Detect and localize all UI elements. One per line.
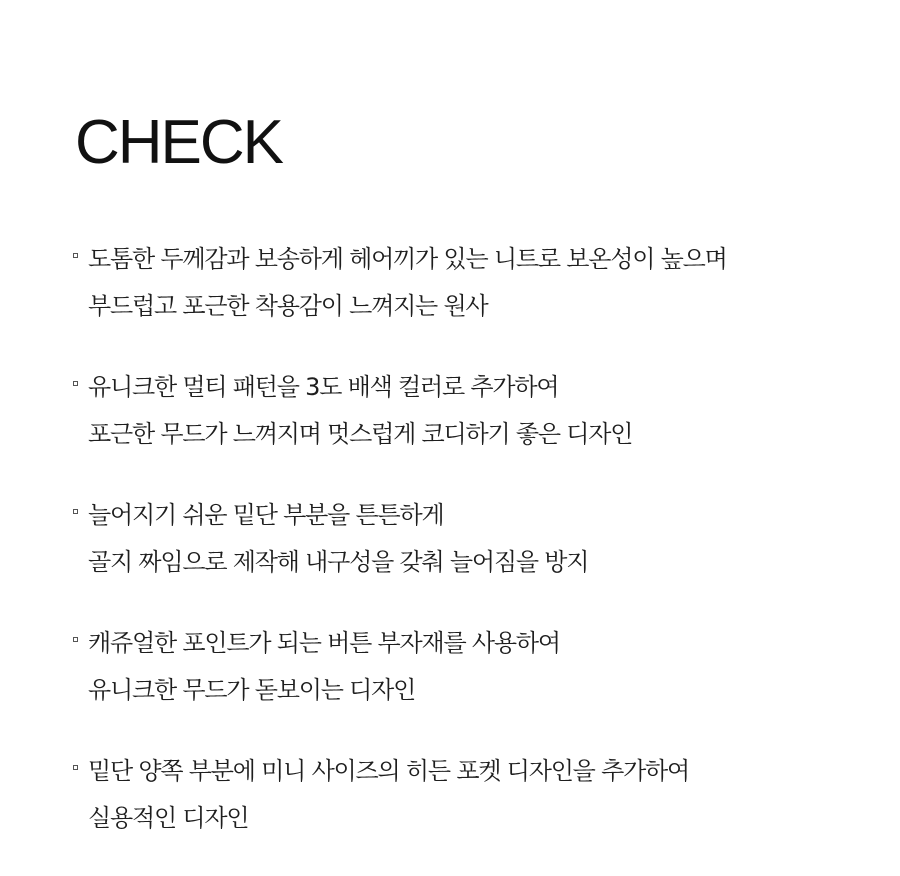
item-text-line-2: 부드럽고 포근한 착용감이 느껴지는 원사: [88, 292, 488, 320]
square-bullet-icon: [73, 765, 78, 770]
check-list: [72, 236, 872, 876]
item-text-line-1: 밑단 양쪽 부분에 미니 사이즈의 히든 포켓 디자인을 추가하여: [88, 757, 690, 785]
list-item: [72, 620, 872, 714]
square-bullet-icon: [73, 509, 78, 514]
item-text-line-2: 실용적인 디자인: [88, 804, 249, 832]
square-bullet-icon: [73, 381, 78, 386]
list-item: [72, 748, 872, 842]
item-text-line-1: 유니크한 멀티 패턴을 3도 배색 컬러로 추가하여: [88, 373, 559, 401]
item-text-line-2: 포근한 무드가 느껴지며 멋스럽게 코디하기 좋은 디자인: [88, 420, 633, 448]
item-text-line-1: 캐쥬얼한 포인트가 되는 버튼 부자재를 사용하여: [88, 629, 560, 657]
square-bullet-icon: [73, 253, 78, 258]
list-item: [72, 492, 872, 586]
item-text-line-1: 늘어지기 쉬운 밑단 부분을 튼튼하게: [88, 501, 444, 529]
item-text-line-1: 도톰한 두께감과 보송하게 헤어끼가 있는 니트로 보온성이 높으며: [88, 245, 727, 273]
item-text-line-2: 골지 짜임으로 제작해 내구성을 갖춰 늘어짐을 방지: [88, 548, 589, 576]
square-bullet-icon: [73, 637, 78, 642]
list-item: [72, 236, 872, 330]
list-item: [72, 364, 872, 458]
page-title: CHECK: [75, 108, 283, 177]
item-text-line-2: 유니크한 무드가 돋보이는 디자인: [88, 676, 416, 704]
